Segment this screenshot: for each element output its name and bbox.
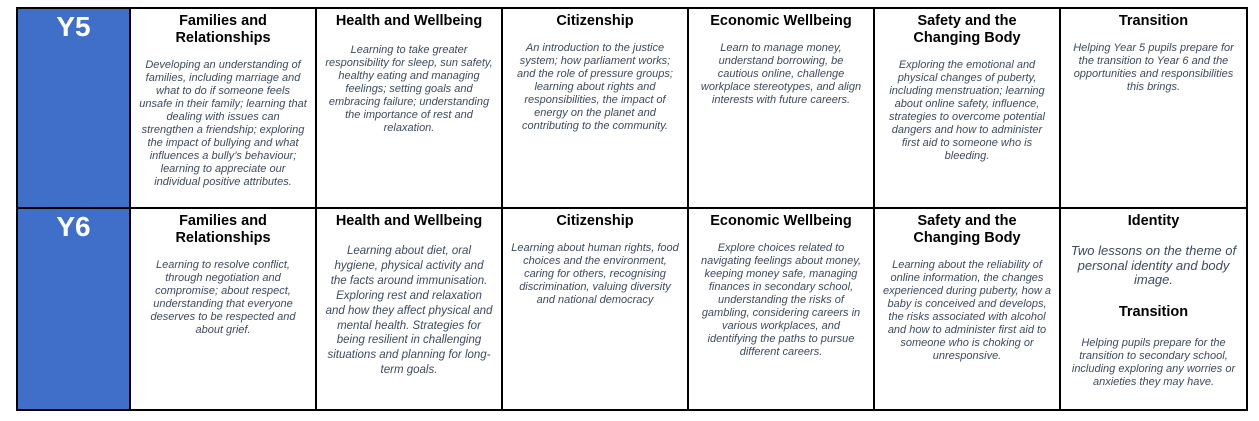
cell-y6-safety [874,208,1060,410]
topic-title: Safety and the Changing Body [913,213,1021,246]
topic-title: Health and Wellbeing [335,13,483,29]
cell-y6-families [130,208,316,410]
cell-y5-safety [874,8,1060,208]
curriculum-table [16,7,1248,411]
topic-description: Learn to manage money, understand borrowing, be cautious online, challenge workplace stereotypes, and align interests with future careers. [700,42,862,106]
year-label-y6: Y6 [17,208,130,410]
topic-description: Learning to take greater responsibility for sleep, sun safety, healthy eating and managing feelings; setting goals and embracing failure; understanding the importance of rest and relaxation. [325,44,493,134]
year-label-y5: Y5 [17,8,130,208]
cell-y5-transition [1060,8,1247,208]
topic-title: Economic Wellbeing [710,13,852,29]
topic-description-secondary: Helping pupils prepare for the transition to secondary school, including exploring any worries or anxieties they may have. [1071,336,1236,388]
table-row-y5 [17,8,1247,208]
table-row-y6 [17,208,1247,410]
topic-description: Two lessons on the theme of personal identity and body image. [1070,243,1237,287]
topic-description: Explore choices related to navigating feelings about money, keeping money safe, managing finances in secondary school, understanding the risks of gambling, considering careers in various workplaces, and identifying the paths to pursue different careers. [700,242,861,358]
cell-y6-economic [688,208,874,410]
cell-y5-families [130,8,316,208]
topic-title: Transition [1118,13,1189,29]
topic-title: Families and Relationships [175,13,271,46]
topic-title: Safety and the Changing Body [913,13,1021,46]
cell-y6-health [316,208,502,410]
topic-title-secondary: Transition [1118,303,1189,320]
topic-title: Citizenship [556,213,634,229]
topic-description: Learning about the reliability of online information, the changes experienced during puberty, how a baby is conceived and develops, the risks associated with alcohol and how to administer first aid to someone who is choking or unresponsive. [883,259,1051,362]
topic-description: Learning to resolve conflict, through negotiation and compromise; about respect, understanding that everyone deserves to be respected and about grief. [150,259,296,336]
topic-title: Health and Wellbeing [335,213,483,229]
cell-y6-citizenship [502,208,688,410]
cell-y5-citizenship [502,8,688,208]
topic-description: An introduction to the justice system; how parliament works; and the role of pressure groups; learning about rights and responsibilities, the impact of energy on the planet and contributing to the community. [517,42,673,132]
cell-y5-health [316,8,502,208]
cell-y5-economic [688,8,874,208]
topic-title: Economic Wellbeing [710,213,852,229]
topic-description: Learning about human rights, food choices and the environment, caring for others, recognising discrimination, valuing diversity and national democracy [511,242,679,306]
topic-description: Helping Year 5 pupils prepare for the transition to Year 6 and the opportunities and responsibilities this brings. [1073,42,1234,93]
topic-description: Developing an understanding of families, including marriage and what to do if someone feels unsafe in their family; learning that dealing with issues can strengthen a friendship; exploring the impact of bullying and what influences a bully’s behaviour; learning to appreciate our individual positive attributes. [139,59,307,188]
topic-title: Citizenship [556,13,634,29]
topic-title: Identity [1127,213,1180,229]
cell-y6-identity-transition [1060,208,1247,410]
topic-description: Learning about diet, oral hygiene, physical activity and the facts around immunisation. Exploring rest and relaxation and how they affect physical and mental health. Strategies for being resilient in challenging situations and planning for long-term goals. [325,245,493,377]
topic-title: Families and Relationships [175,213,271,246]
topic-description: Exploring the emotional and physical changes of puberty, including menstruation; learning about online safety, influence, strategies to overcome potential dangers and how to administer first aid to someone who is bleeding. [889,59,1045,162]
